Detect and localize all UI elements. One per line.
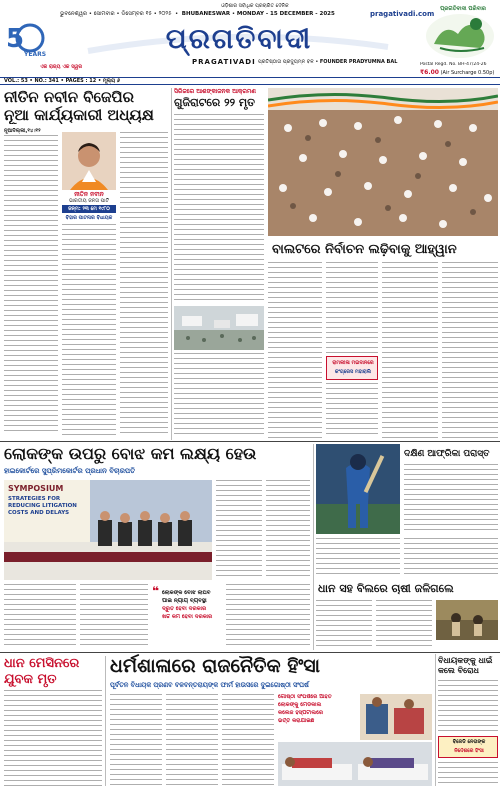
right-box-line-1: ବିଜେଡି ନେତାଙ୍କ xyxy=(452,739,486,745)
violence-subhead: ପୂର୍ବତନ ବିଧାୟକ ପ୍ରଣବ ବଳବନ୍ତରାୟଙ୍କ ଫାର୍ମ ହାଉସରେ ଦୁଇଗୋଷ୍ଠୀ ସଂଘର୍ଷ xyxy=(110,681,309,689)
load-pullquote xyxy=(152,584,222,648)
load-body-lower-1 xyxy=(4,584,76,648)
violence-quote-line-2: ଲୋକଙ୍କୁ ମେଡିକାଲ xyxy=(278,702,322,708)
symposium-photo xyxy=(4,480,212,580)
load-body-lower-2 xyxy=(80,584,148,648)
top-story-dateline: ନୂଆଦିଲ୍ଲୀ,୧୪।୧୨ xyxy=(4,128,41,134)
aerial-ground-photo-icon xyxy=(174,306,264,350)
load-story-subhead: ହାଇକୋର୍ଟରେ ସୁପ୍ରିମକୋର୍ଟର ପ୍ରଧାନ ବିଚାରପତି xyxy=(4,467,136,475)
masthead-title-box xyxy=(78,21,400,57)
injured-people-photo-icon xyxy=(360,694,432,740)
volume-line: VOL.: 53 • NO.: 341 • PAGES : 12 • ମୂଲ୍ୟ ୬ xyxy=(4,78,120,84)
gujarat-story xyxy=(174,88,264,302)
section-rule xyxy=(0,441,500,442)
paddy-photo xyxy=(436,600,498,640)
cricket-photo xyxy=(316,444,400,534)
rally-small-photo xyxy=(174,306,264,350)
cricket-batsman-photo-icon xyxy=(316,444,400,534)
paddy-headline: ଧାନ ସହ ବିଲରେ ଚାଷୀ ଜଳିଗଲେ xyxy=(318,582,454,595)
load-story-headline: ଲୋକଙ୍କ ଉପରୁ ବୋଝ କମ ଲକ୍ଷ୍ୟ ହେଉ xyxy=(4,444,257,463)
rally-body-col0 xyxy=(174,353,264,438)
top-story-body-col2 xyxy=(62,224,116,435)
top-story-photo-caption: ନୀତିନ ନବୀନ xyxy=(74,191,104,198)
top-story-stat: ଜନ୍ମ: ୨୩ ମେ ୧୯୮୦ xyxy=(62,205,116,213)
section-rule-2 xyxy=(0,652,500,653)
symposium-banner-title: SYMPOSIUM xyxy=(8,484,64,493)
founder-odia: ପ୍ରତିଷ୍ଠାତା ପ୍ରଦ୍ୟୁମ୍ନ ବଳ xyxy=(258,59,314,65)
rally-headline: ବାଲଟରେ ନିର୍ବାଚନ ଲଢ଼ିବାକୁ ଆହ୍ୱାନ xyxy=(272,242,457,257)
paddy-body-col1 xyxy=(316,600,372,650)
rally-photo xyxy=(268,88,498,236)
founder-line: ପ୍ରତିଷ୍ଠାତା ପ୍ରଦ୍ୟୁମ୍ନ ବଳ • FOUNDER PRADYUMNA BAL xyxy=(258,59,398,65)
rally-body-col2b xyxy=(326,383,378,438)
rally-body-col4 xyxy=(442,262,498,438)
column-rule-3 xyxy=(105,656,106,786)
title-english: PRAGATIVADI xyxy=(192,58,256,66)
violence-photo-2 xyxy=(278,742,432,786)
cricket-body-col1 xyxy=(404,464,498,534)
price-note: (Air Surcharge 0.50p) xyxy=(440,70,495,76)
burnt-field-photo-icon xyxy=(436,600,498,640)
rally-body-col3 xyxy=(382,262,438,438)
pullquote-line-3: ଦ୍ରୁତ ହେବା ଦରକାର xyxy=(162,606,207,612)
rally-body-col2 xyxy=(326,262,378,354)
violence-body-col1 xyxy=(110,694,162,786)
price-line xyxy=(420,69,500,76)
right-story-headline-1: ବିଧାୟକଙ୍କୁ ଧାଇଁ xyxy=(438,656,493,665)
top-story xyxy=(2,88,170,440)
masthead xyxy=(0,0,500,84)
load-body-lower-3 xyxy=(226,584,310,648)
violence-body-col2 xyxy=(166,694,218,786)
load-body-col2 xyxy=(266,480,310,580)
dateline-bar: ଭୁବନେଶ୍ୱର • ସୋମବାର • ଡିସେମ୍ବର ୧୫ • ୨୦୨୫ • BHUBANESWAR • MONDAY - 15 DECEMBER - 2025 xyxy=(60,11,335,17)
promo-box xyxy=(420,4,498,62)
right-story-body xyxy=(438,680,498,732)
anniversary-logo xyxy=(4,18,48,64)
politician-portrait-icon xyxy=(62,132,116,190)
column-rule-2 xyxy=(313,444,314,650)
violence-headline: ଧର୍ମଶାଳାରେ ରାଜନୈତିକ ହିଂସା xyxy=(110,655,320,677)
hospital-patients-photo-icon xyxy=(278,742,432,786)
pullquote-line-2: ପାଇଁ ନ୍ୟାୟ ବ୍ୟବସ୍ଥା xyxy=(162,598,207,604)
cricket-headline: ଦକ୍ଷିଣ ଆଫ୍ରିକା ପରାସ୍ତ xyxy=(404,449,490,459)
title-odia: ପ୍ରଗତିବାଦୀ xyxy=(165,22,313,55)
paddy-body-col2 xyxy=(376,600,432,650)
top-story-headline-1: ନୀତିନ ନବୀନ ବିଜେପିର xyxy=(4,88,134,106)
promo-text: ପ୍ରଗତିବାଦୀ ପରିବାର xyxy=(440,6,486,12)
anniversary-subtitle: ଏକ ରାଜ୍ୟ ଏକ ସ୍ୱର xyxy=(40,64,83,70)
rally-inset-box xyxy=(326,356,378,380)
cricket-body-col2 xyxy=(316,538,400,578)
column-rule-4 xyxy=(435,654,436,786)
top-story-stat-2: ବିହାର ପାଟନାର ବିଧାୟକ xyxy=(65,215,113,221)
website[interactable]: pragativadi.com xyxy=(370,10,435,18)
date: MONDAY - 15 DECEMBER - 2025 xyxy=(236,11,335,17)
right-story-body-2 xyxy=(438,762,498,786)
top-story-photo-subcaption: ଭାରତୀୟ ଜନତା ପାର୍ଟି xyxy=(68,198,110,204)
load-body-col1 xyxy=(216,480,262,580)
crowd-rally-photo-icon xyxy=(268,88,498,236)
thresher-headline-2: ଯୁବକ ମୃତ xyxy=(4,672,57,687)
violence-quote-line-3: କଲେଜ ହସ୍ପିଟାଲରେ xyxy=(278,710,324,716)
postal-reg: Postal Regd. No. BH-47/24-26 xyxy=(420,62,487,67)
pullquote-line-4: ଖର୍ଚ୍ଚ କମ ହେବା ଦରକାର xyxy=(162,614,213,620)
top-story-photo xyxy=(62,132,116,190)
anniversary-label: YEARS xyxy=(24,51,47,58)
city: BHUBANESWAR xyxy=(181,11,231,17)
gujarat-body xyxy=(174,114,264,302)
violence-quote-line-4: ଭର୍ତ୍ତି କରାଯାଇଛି xyxy=(278,718,315,724)
violence-photo-1 xyxy=(360,694,432,740)
price: ₹6.00 xyxy=(420,69,439,76)
gujarat-kicker: ସିରିଜରେ ଆଶଙ୍କାଜନକ ଆକ୍ରମଣ xyxy=(174,88,256,95)
date-odia: ଭୁବନେଶ୍ୱର • ସୋମବାର • ଡିସେମ୍ବର ୧୫ • ୨୦୨୫ xyxy=(60,11,172,17)
column-rule xyxy=(171,88,172,440)
gujarat-headline: ଗୁଜିରାଟରେ ୨୨ ମୃତ xyxy=(174,96,255,109)
pullquote-mark-icon: ❝ xyxy=(152,584,160,598)
violence-quote-line-1: ଗୋଷ୍ଠୀ ସଂଘର୍ଷରେ ଆହତ xyxy=(278,694,332,700)
violence-pullquote xyxy=(278,694,358,738)
top-story-headline-2: ନୂଆ କାର୍ଯ୍ୟକାରୀ ଅଧ୍ୟକ୍ଷ xyxy=(4,106,154,124)
tagline: ଓଡ଼ିଶାର ସର୍ବାଧିକ ପ୍ରଚାରିତ ଦୈନିକ xyxy=(221,3,289,9)
thresher-headline-1: ଧାନ ମେସିନରେ xyxy=(4,656,80,671)
inset-line-2: କଂଗ୍ରେସ ମହାରାଲି xyxy=(334,369,372,375)
violence-body-col3 xyxy=(222,694,274,786)
rally-body-col1 xyxy=(268,262,322,438)
inset-line-1: ରାମଲୀଳା ମଇଦାନରେ xyxy=(332,360,374,366)
top-story-body-col1 xyxy=(4,135,58,435)
thresher-body xyxy=(4,690,102,786)
pullquote-line-1: ଲୋକଙ୍କ ବୋଝ ଲାଘବ xyxy=(162,590,211,596)
symposium-banner-topic: STRATEGIES FOR REDUCING LITIGATION COSTS AND DELAYS xyxy=(8,496,77,516)
cricket-body-col3 xyxy=(404,538,498,578)
right-story-box xyxy=(438,736,498,758)
top-story-body-col3 xyxy=(120,132,168,435)
right-box-line-2: ନିର୍ଦ୍ଦେଶରେ ହିଂସା xyxy=(454,748,484,754)
svg-text:5: 5 xyxy=(6,24,25,54)
right-story-headline-2: କଲେ ବିରୋଧ xyxy=(438,666,479,675)
founder: FOUNDER PRADYUMNA BAL xyxy=(319,59,398,65)
volume-bar xyxy=(0,77,500,85)
